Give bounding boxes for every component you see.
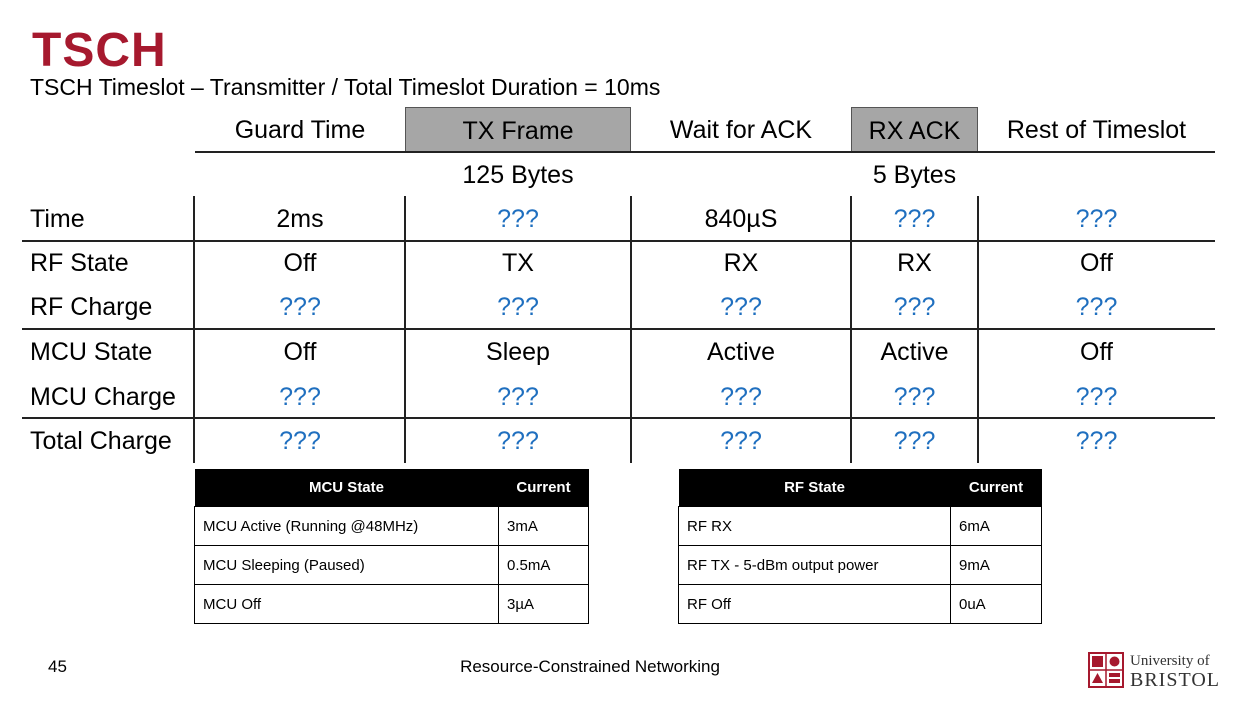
mcu-table-header-state: MCU State: [195, 469, 499, 507]
cell-total-charge: ???: [1075, 427, 1118, 455]
cell-time: 2ms: [276, 205, 324, 233]
table-row: [679, 585, 1042, 624]
col-header-guard-time: Guard Time: [234, 116, 366, 144]
slide-subtitle: TSCH Timeslot – Transmitter / Total Timeslot Duration = 10ms: [30, 74, 661, 100]
rf-current-table: [678, 469, 1042, 624]
logo-line-1: University of: [1130, 653, 1210, 669]
cell-total-charge: ???: [497, 427, 539, 455]
cell-mcu-state: Active: [880, 338, 949, 366]
logo-line-2: BRISTOL: [1130, 669, 1220, 691]
col-divider-3: [630, 196, 632, 463]
cell-rf-charge: ???: [497, 293, 539, 321]
slide-title: TSCH: [32, 24, 167, 77]
rf-state-cell: RF TX - 5-dBm output power: [679, 546, 951, 585]
col-divider-4: [850, 196, 852, 463]
cell-mcu-charge: ???: [1075, 383, 1118, 411]
cell-total-charge: ???: [893, 427, 936, 455]
row-label-rf-state: RF State: [30, 249, 129, 277]
cell-mcu-state: Sleep: [486, 338, 550, 366]
mcu-current-cell: 0.5mA: [499, 546, 589, 585]
col-header-tx-frame: TX Frame: [405, 107, 631, 152]
col-header-wait-for-ack: Wait for ACK: [669, 116, 813, 144]
size-tx-frame: 125 Bytes: [462, 161, 574, 189]
rf-table-header-current: Current: [951, 469, 1042, 507]
crest-icon: [1088, 652, 1124, 688]
rf-current-cell: 0uA: [951, 585, 1042, 624]
cell-time: 840µS: [704, 205, 778, 233]
mcu-state-cell: MCU Active (Running @48MHz): [195, 507, 499, 546]
cell-time: ???: [1075, 205, 1118, 233]
cell-mcu-state: Active: [706, 338, 776, 366]
page-number: 45: [48, 657, 67, 676]
cell-mcu-charge: ???: [279, 383, 321, 411]
mcu-state-cell: MCU Off: [195, 585, 499, 624]
row-divider-rf: [22, 328, 1215, 330]
cell-total-charge: ???: [720, 427, 762, 455]
cell-rf-state: Off: [283, 249, 317, 277]
header-underline: [195, 151, 1215, 153]
rf-current-cell: 6mA: [951, 507, 1042, 546]
cell-rf-state: TX: [502, 249, 534, 277]
cell-rf-charge: ???: [1075, 293, 1118, 321]
row-label-mcu-state: MCU State: [30, 338, 153, 366]
col-header-rest-of-timeslot: Rest of Timeslot: [1006, 116, 1187, 144]
mcu-current-cell: 3mA: [499, 507, 589, 546]
rf-state-cell: RF Off: [679, 585, 951, 624]
mcu-table-header-current: Current: [499, 469, 589, 507]
table-row: [679, 507, 1042, 546]
size-rx-ack: 5 Bytes: [872, 161, 957, 189]
cell-rf-state: Off: [1080, 249, 1113, 277]
mcu-current-cell: 3µA: [499, 585, 589, 624]
col-divider-2: [404, 196, 406, 463]
col-divider-5: [977, 196, 979, 463]
cell-rf-state: RX: [897, 249, 932, 277]
table-row: [195, 585, 589, 624]
row-divider-time: [22, 240, 1215, 242]
cell-rf-charge: ???: [720, 293, 762, 321]
cell-mcu-state: Off: [1080, 338, 1113, 366]
cell-time: ???: [497, 205, 539, 233]
cell-rf-charge: ???: [279, 293, 321, 321]
rf-state-cell: RF RX: [679, 507, 951, 546]
row-label-total-charge: Total Charge: [30, 427, 172, 455]
row-divider-mcu: [22, 417, 1215, 419]
rf-current-cell: 9mA: [951, 546, 1042, 585]
cell-rf-charge: ???: [893, 293, 936, 321]
cell-mcu-charge: ???: [893, 383, 936, 411]
row-label-rf-charge: RF Charge: [30, 293, 153, 321]
col-divider-1: [193, 196, 195, 463]
row-label-mcu-charge: MCU Charge: [30, 383, 176, 411]
cell-time: ???: [893, 205, 936, 233]
col-header-rx-ack: RX ACK: [851, 107, 978, 152]
row-label-time: Time: [30, 205, 85, 233]
rf-table-header-state: RF State: [679, 469, 951, 507]
cell-total-charge: ???: [279, 427, 321, 455]
footer-course-title: Resource-Constrained Networking: [460, 657, 720, 676]
table-row: [195, 546, 589, 585]
university-logo: [1088, 650, 1218, 690]
table-row: [679, 546, 1042, 585]
cell-mcu-state: Off: [283, 338, 317, 366]
cell-rf-state: RX: [723, 249, 759, 277]
table-row: [195, 507, 589, 546]
mcu-current-table: [194, 469, 589, 624]
cell-mcu-charge: ???: [720, 383, 762, 411]
mcu-state-cell: MCU Sleeping (Paused): [195, 546, 499, 585]
cell-mcu-charge: ???: [497, 383, 539, 411]
